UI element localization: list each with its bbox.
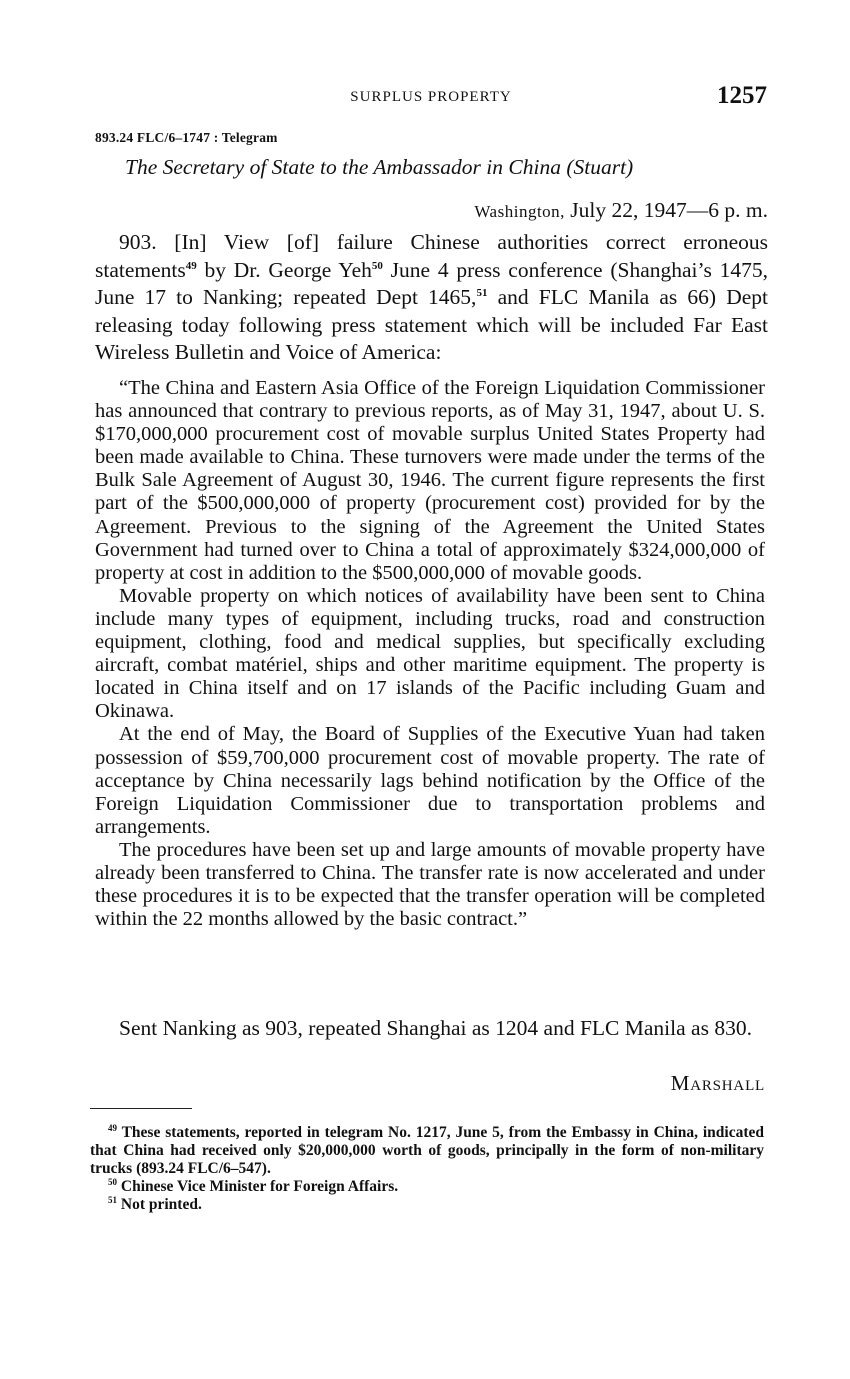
footnote-50	[90, 1178, 764, 1196]
footnote-number: 50	[108, 1176, 117, 1187]
dateline	[474, 198, 768, 223]
press-statement	[95, 377, 765, 931]
footnote-49	[90, 1124, 764, 1178]
signature-text: Marshall	[670, 1071, 765, 1095]
dateline-date: July 22, 1947—6 p. m.	[564, 198, 768, 222]
footnote-51	[90, 1196, 764, 1214]
running-head	[95, 82, 767, 113]
quote-paragraph: “The China and Eastern Asia Office of the Foreign Liquidation Commissioner has announced that contrary to previous reports, as of May 31, 1947, about U. S. $170,000,000 procurement cost of movable surplus United States Property had been made available to China. These turnovers were made under the terms of the Bulk Sale Agreement of August 30, 1946. The current figure represents the first part of the $500,000,000 of property (procurement cost) provided for by the Agreement. Previous to the signing of the Agreement the United States Government had turned over to China a total of approximately $324,000,000 of property at cost in addition to the $500,000,000 of movable goods.	[95, 377, 765, 584]
running-title: SURPLUS PROPERTY	[350, 89, 512, 105]
footnote-ref-50: 50	[371, 259, 383, 272]
quote-paragraph: At the end of May, the Board of Supplies of the Executive Yuan had taken possession of $59,700,000 procurement cost of movable property. The rate of acceptance by China necessarily lags behind notification by the Office of the Foreign Liquidation Commissioner due to transportation problems and arrangements.	[95, 723, 765, 838]
footnote-text: Not printed.	[117, 1196, 202, 1213]
telegram-intro	[95, 229, 768, 367]
intro-part-3: June 4 press conference (Shanghai’s 1475, June 17 to Nanking; repeated Dept 1465,	[95, 257, 768, 309]
page-number: 1257	[717, 82, 767, 109]
intro-part-2: by Dr. George Yeh	[196, 257, 372, 282]
closing-line: Sent Nanking as 903, repeated Shanghai as 1204 and FLC Manila as 830.	[119, 1016, 752, 1040]
footnote-text: These statements, reported in telegram No. 1217, June 5, from the Embassy in China, indicated that China had received only $20,000,000 worth of goods, principally in the form of non-military trucks (893.24 FLC/6–547).	[90, 1124, 764, 1177]
intro-part-4: and FLC Manila as 66) Dept releasing today following press statement which will be included Far East Wireless Bulletin and Voice of America:	[95, 285, 768, 364]
file-reference: 893.24 FLC/6–1747 : Telegram	[95, 130, 278, 145]
footnote-ref-49: 49	[185, 259, 197, 272]
footnote-text: Chinese Vice Minister for Foreign Affairs.	[117, 1178, 399, 1195]
footnote-ref-51: 51	[476, 286, 488, 299]
quote-paragraph: The procedures have been set up and large amounts of movable property have already been transferred to China. The transfer rate is now accelerated and under these procedures it is to be expected that the transfer operation will be completed within the 22 months allowed by the basic contract.”	[95, 838, 765, 931]
document-title: The Secretary of State to the Ambassador in China (Stuart)	[125, 155, 634, 179]
quote-paragraph: Movable property on which notices of availability have been sent to China include many types of equipment, including trucks, road and construction equipment, clothing, food and medical supplies, but specifically excluding aircraft, combat matériel, ships and other maritime equipment. The property is located in China itself and on 17 islands of the Pacific including Guam and Okinawa.	[95, 584, 765, 723]
footnote-number: 51	[108, 1194, 117, 1205]
footnote-number: 49	[108, 1122, 117, 1133]
dateline-place: Washington,	[474, 202, 565, 221]
signature	[671, 1071, 765, 1096]
intro-part-1: 903. [In] View [of] failure Chinese authorities correct erroneous statements	[95, 230, 768, 282]
footnotes	[90, 1124, 764, 1214]
footnote-divider	[90, 1108, 192, 1109]
